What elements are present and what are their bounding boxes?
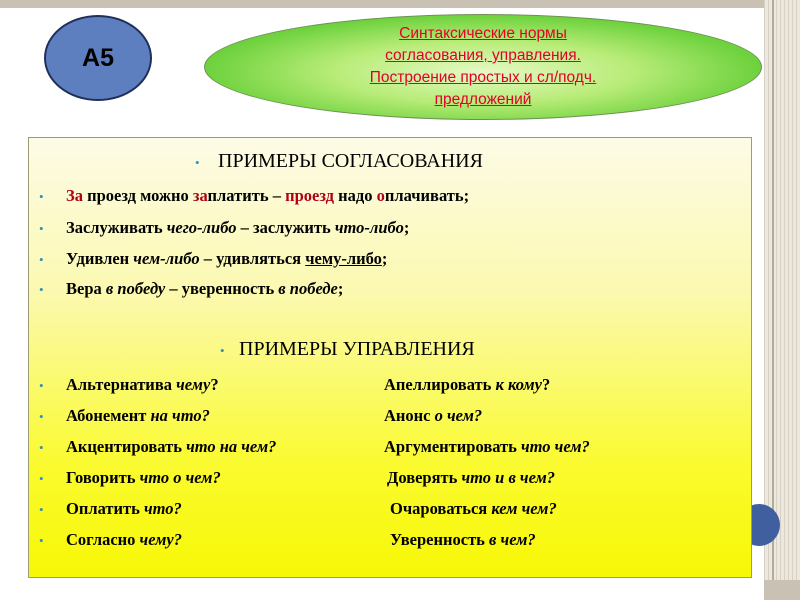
text-run: Согласно	[66, 530, 140, 549]
text-run: в победе	[278, 279, 338, 298]
agreement-example	[66, 218, 409, 238]
text-run: ;	[337, 279, 344, 298]
agreement-example	[66, 186, 469, 206]
text-run: Говорить	[66, 468, 140, 487]
heading-government: ПРИМЕРЫ УПРАВЛЕНИЯ	[239, 338, 475, 360]
text-run: За	[66, 186, 83, 205]
bullet-icon: •	[39, 252, 44, 267]
text-run: за	[192, 186, 208, 205]
bullet-icon: •	[39, 409, 44, 424]
bullet-icon: •	[39, 189, 44, 204]
title-ellipse	[204, 14, 762, 120]
text-run: Очароваться	[390, 499, 492, 518]
text-run: в победу	[105, 279, 166, 298]
government-example-right	[384, 375, 550, 395]
bullet-icon: •	[39, 378, 44, 393]
text-run: Абонемент	[66, 406, 151, 425]
bullet-icon: •	[39, 502, 44, 517]
text-run: что-либо	[334, 218, 404, 237]
title-line-4: предложений	[434, 91, 532, 108]
text-run: что?	[144, 499, 182, 518]
text-run: чему-либо	[305, 249, 382, 268]
bullet-icon: •	[39, 221, 44, 236]
bullet-icon: •	[39, 440, 44, 455]
text-run: чего-либо	[166, 218, 237, 237]
text-run: Апеллировать	[384, 375, 496, 394]
government-example-left	[66, 406, 210, 426]
text-run: Удивлен	[66, 249, 134, 268]
text-run: что о чем?	[139, 468, 221, 487]
text-run: надо	[334, 186, 377, 205]
agreement-example	[66, 279, 343, 299]
heading-agreement: ПРИМЕРЫ СОГЛАСОВАНИЯ	[218, 150, 483, 172]
content-panel	[28, 137, 752, 578]
text-run: ;	[381, 249, 388, 268]
text-run: Заслуживать	[66, 218, 167, 237]
text-run: Вера	[66, 279, 106, 298]
government-example-right	[387, 468, 555, 488]
text-run: – уверенность	[165, 279, 279, 298]
government-example-left	[66, 499, 182, 519]
text-run: ?	[210, 375, 219, 394]
government-example-right	[390, 530, 536, 550]
text-run: – удивляться	[199, 249, 306, 268]
bullet-icon: •	[39, 282, 44, 297]
text-run: Уверенность	[390, 530, 490, 549]
text-run: проезд	[285, 186, 335, 205]
text-run: чему	[176, 375, 211, 394]
text-run: о чем?	[434, 406, 483, 425]
text-run: плачивать;	[384, 186, 470, 205]
government-example-left	[66, 437, 276, 457]
text-run: Акцентировать	[66, 437, 187, 456]
text-run: чем-либо	[133, 249, 200, 268]
bullet-icon: •	[220, 343, 225, 358]
text-run: на что?	[150, 406, 210, 425]
government-example-right	[384, 406, 482, 426]
text-run: Доверять	[387, 468, 462, 487]
text-run: что и в чем?	[461, 468, 556, 487]
text-run: что чем?	[521, 437, 590, 456]
government-example-left	[66, 375, 219, 395]
text-run: к кому	[495, 375, 542, 394]
government-example-left	[66, 530, 182, 550]
slide-frame-corner	[764, 580, 800, 600]
slide-frame-top	[0, 0, 800, 8]
title-line-2: согласования, управления.	[385, 47, 581, 64]
text-run: о	[376, 186, 385, 205]
text-run: в чем?	[489, 530, 536, 549]
text-run: Оплатить	[66, 499, 144, 518]
text-run: Анонс	[384, 406, 435, 425]
text-run: Альтернатива	[66, 375, 177, 394]
task-badge: А5	[44, 15, 152, 101]
text-run: проезд можно	[82, 186, 193, 205]
text-run: платить –	[207, 186, 286, 205]
title-line-1: Синтаксические нормы	[399, 25, 567, 42]
title-line-3: Построение простых и сл/подч.	[369, 69, 597, 86]
text-run: чему?	[139, 530, 182, 549]
government-example-right	[390, 499, 557, 519]
text-run: – заслужить	[236, 218, 335, 237]
agreement-example	[66, 249, 387, 269]
text-run: ;	[403, 218, 410, 237]
text-run: что на чем?	[186, 437, 277, 456]
text-run: кем чем?	[491, 499, 557, 518]
government-example-left	[66, 468, 221, 488]
text-run: Аргументировать	[384, 437, 522, 456]
bullet-icon: •	[39, 471, 44, 486]
bullet-icon: •	[39, 533, 44, 548]
government-example-right	[384, 437, 590, 457]
text-run: ?	[541, 375, 551, 394]
bullet-icon: •	[195, 155, 200, 170]
